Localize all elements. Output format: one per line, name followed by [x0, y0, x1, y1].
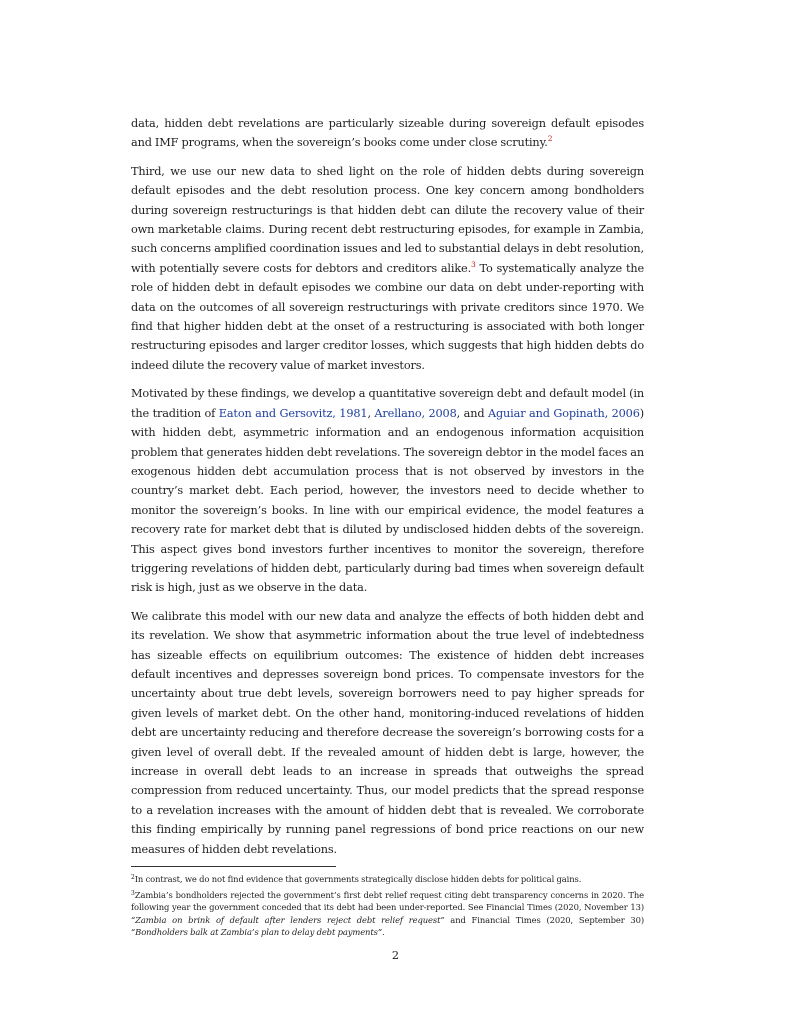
paragraph-3	[131, 384, 644, 597]
citation-aguiar-gopinath[interactable]: Aguiar and Gopinath, 2006	[487, 406, 640, 420]
paragraph-1	[131, 114, 644, 153]
paragraph-2-text-b: To systematically analyze the role of hidden debt in default episodes we combine our data on debt under-reporting with data on the outcomes of all sovereign restructurings with private creditors since 1970. We find that higher hidden debt at the onset of a restructuring is associated with both longer restructuring episodes and larger creditor losses, which suggests that high hidden debts do indeed dilute the recovery value of market investors.	[131, 261, 644, 372]
footnote-number: 3	[131, 889, 135, 897]
citation-eaton-gersovitz[interactable]: Eaton and Gersovitz, 1981	[218, 406, 368, 420]
footnote-3-quote-1: “Zambia on brink of default after lenders reject debt relief request”	[131, 914, 445, 925]
footnote-ref-2[interactable]: 2	[547, 134, 553, 144]
paragraph-4-text: We calibrate this model with our new data and analyze the effects of both hidden debt and its revelation. We show that asymmetric information about the true level of indebtedness has sizeable effects on equilibrium outcomes: The existence of hidden debt increases default incentives and depresses sovereign bond prices. To compensate investors for the uncertainty about true debt levels, sovereign borrowers need to pay higher spreads for given levels of market debt. On the other hand, monitoring-induced revelations of hidden debt are uncertainty reducing and therefore decrease the sovereign’s borrowing costs for a given level of overall debt. If the revealed amount of hidden debt is large, however, the increase in overall debt leads to an increase in spreads that outweighs the spread compression from reduced uncertainty. Thus, our model predicts that the spread response to a revelation increases with the amount of hidden debt that is revealed. We corroborate this finding empirically by running panel regressions of bond price reactions on our new measures of hidden debt revelations.	[131, 609, 644, 856]
footnote-ref-3[interactable]: 3	[471, 259, 476, 269]
main-text	[131, 114, 644, 868]
footnote-3-quote-2: “Bondholders balk at Zambia’s plan to delay debt payments”	[131, 927, 382, 938]
footnote-number: 2	[131, 874, 135, 881]
page-number: 2	[391, 949, 400, 962]
footnote-3-text-a: Zambia’s bondholders rejected the government’s first debt relief request citing debt transparency concerns in 2020. The following year the government conceded that its debt had been under-reported. See Financial Times (2020, November 13)	[131, 889, 644, 913]
footnotes	[131, 873, 644, 942]
paragraph-3-text-a: Motivated by these findings, we develop a quantitative sovereign debt and default model (in the tradition of	[131, 387, 644, 420]
paragraph-2	[131, 162, 644, 375]
footnote-3-text-b: and Financial Times (2020, September 30)	[444, 914, 645, 925]
footnote-2	[131, 873, 644, 886]
paragraph-2-text-a: Third, we use our new data to shed light on the role of hidden debts during sovereign default episodes and the debt resolution process. One key concern among bondholders during sovereign restructurings is that hidden debt can dilute the recovery value of their own marketable claims. During recent debt restructuring episodes, for example in Zambia, such concerns amplified coordination issues and led to substantial delays in debt resolution, with potentially severe costs for debtors and creditors alike.	[131, 164, 644, 275]
footnote-3-text-c: .	[382, 927, 385, 938]
footnote-2-text: In contrast, we do not find evidence that governments strategically disclose hidden debts for political gains.	[134, 874, 582, 884]
paragraph-1-text: data, hidden debt revelations are particularly sizeable during sovereign default episodes and IMF programs, when the sovereign’s books come under close scrutiny.	[131, 117, 644, 150]
separator: , and	[456, 406, 488, 420]
separator: ,	[367, 406, 375, 420]
paragraph-4	[131, 607, 644, 859]
footnote-3	[131, 889, 644, 939]
paragraph-3-text-b: ) with hidden debt, asymmetric information and an endogenous information acquisition problem that generates hidden debt revelations. The sovereign debtor in the model faces an exogenous hidden debt accumulation process that is not observed by investors in the country’s market debt. Each period, however, the investors need to decide whether to monitor the sovereign’s books. In line with our empirical evidence, the model features a recovery rate for market debt that is diluted by undisclosed hidden debts of the sovereign. This aspect gives bond investors further incentives to monitor the sovereign, therefore triggering revelations of hidden debt, particularly during bad times when sovereign default risk is high, just as we observe in the data.	[131, 406, 645, 595]
footnote-rule	[131, 866, 336, 867]
citation-arellano[interactable]: Arellano, 2008	[374, 406, 457, 420]
